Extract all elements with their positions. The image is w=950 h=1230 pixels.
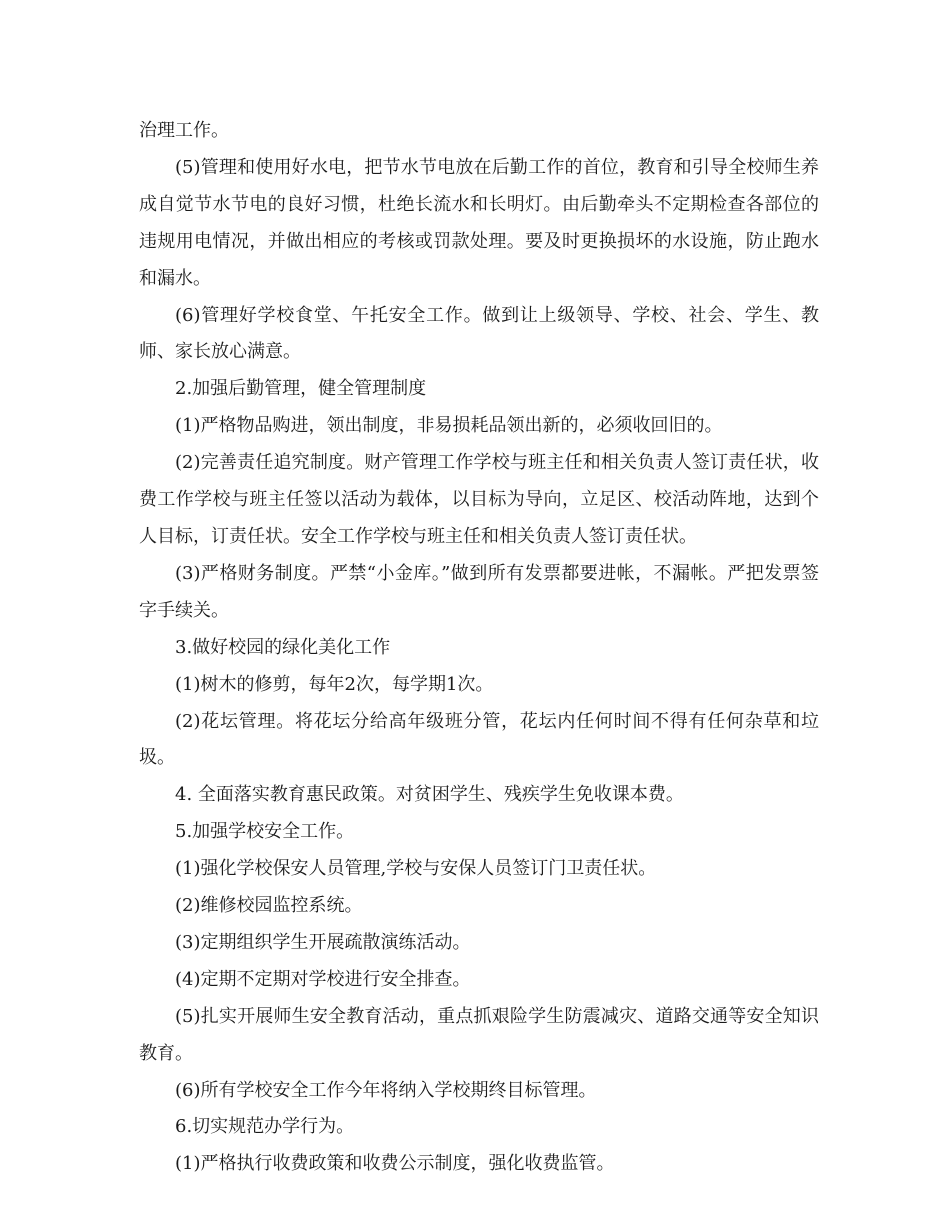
paragraph-1: 治理工作。 xyxy=(139,120,229,141)
section-heading-3: 3.做好校园的绿化美化工作 xyxy=(175,636,391,658)
paragraph-18: (6)所有学校安全工作今年将纳入学校期终目标管理。 xyxy=(175,1079,597,1101)
section-heading-4: 4. 全面落实教育惠民政策。对贫困学生、残疾学生免收课本费。 xyxy=(175,784,684,806)
paragraph-14: (2)维修校园监控系统。 xyxy=(175,895,363,917)
paragraph-15: (3)定期组织学生开展疏散演练活动。 xyxy=(175,931,471,953)
paragraph-9: (1)树木的修剪，每年2次，每学期1次。 xyxy=(175,673,494,695)
section-heading-5: 5.加强学校安全工作。 xyxy=(175,821,355,843)
section-heading-6: 6.切实规范办学行为。 xyxy=(175,1116,355,1138)
paragraph-10: (2)花坛管理。将花坛分给高年级班分管，花坛内任何时间不得有任何杂草和垃圾。 xyxy=(139,710,819,769)
paragraph-2: (5)管理和使用好水电，把节水节电放在后勤工作的首位，教育和引导全校师生养成自觉节水节电的良好习惯，杜绝长流水和长明灯。由后勤牵头不定期检查各部位的违规用电情况，并做出相应的考核或罚款处理。要及时更换损坏的水设施，防止跑水和漏水。 xyxy=(139,156,819,289)
paragraph-3: (6)管理好学校食堂、午托安全工作。做到让上级领导、学校、社会、学生、教师、家长放心满意。 xyxy=(139,304,819,363)
section-heading-2: 2.加强后勤管理，健全管理制度 xyxy=(175,378,427,400)
paragraph-5: (1)严格物品购进，领出制度，非易损耗品领出新的，必须收回旧的。 xyxy=(175,415,723,437)
paragraph-13: (1)强化学校保安人员管理,学校与安保人员签订门卫责任状。 xyxy=(175,858,657,880)
paragraph-17: (5)扎实开展师生安全教育活动，重点抓艰险学生防震减灾、道路交通等安全知识教育。 xyxy=(139,1005,819,1064)
paragraph-20: (1)严格执行收费政策和收费公示制度，强化收费监管。 xyxy=(175,1153,615,1175)
paragraph-16: (4)定期不定期对学校进行安全排查。 xyxy=(175,968,471,990)
document-body xyxy=(139,113,819,1183)
paragraph-6: (2)完善责任追究制度。财产管理工作学校与班主任和相关负责人签订责任状，收费工作学校与班主任签以活动为载体，以目标为导向，立足区、校活动阵地，达到个人目标，订责任状。安全工作学校与班主任和相关负责人签订责任状。 xyxy=(139,452,819,547)
paragraph-7: (3)严格财务制度。严禁“小金库。”做到所有发票都要进帐，不漏帐。严把发票签字手续关。 xyxy=(139,562,819,621)
